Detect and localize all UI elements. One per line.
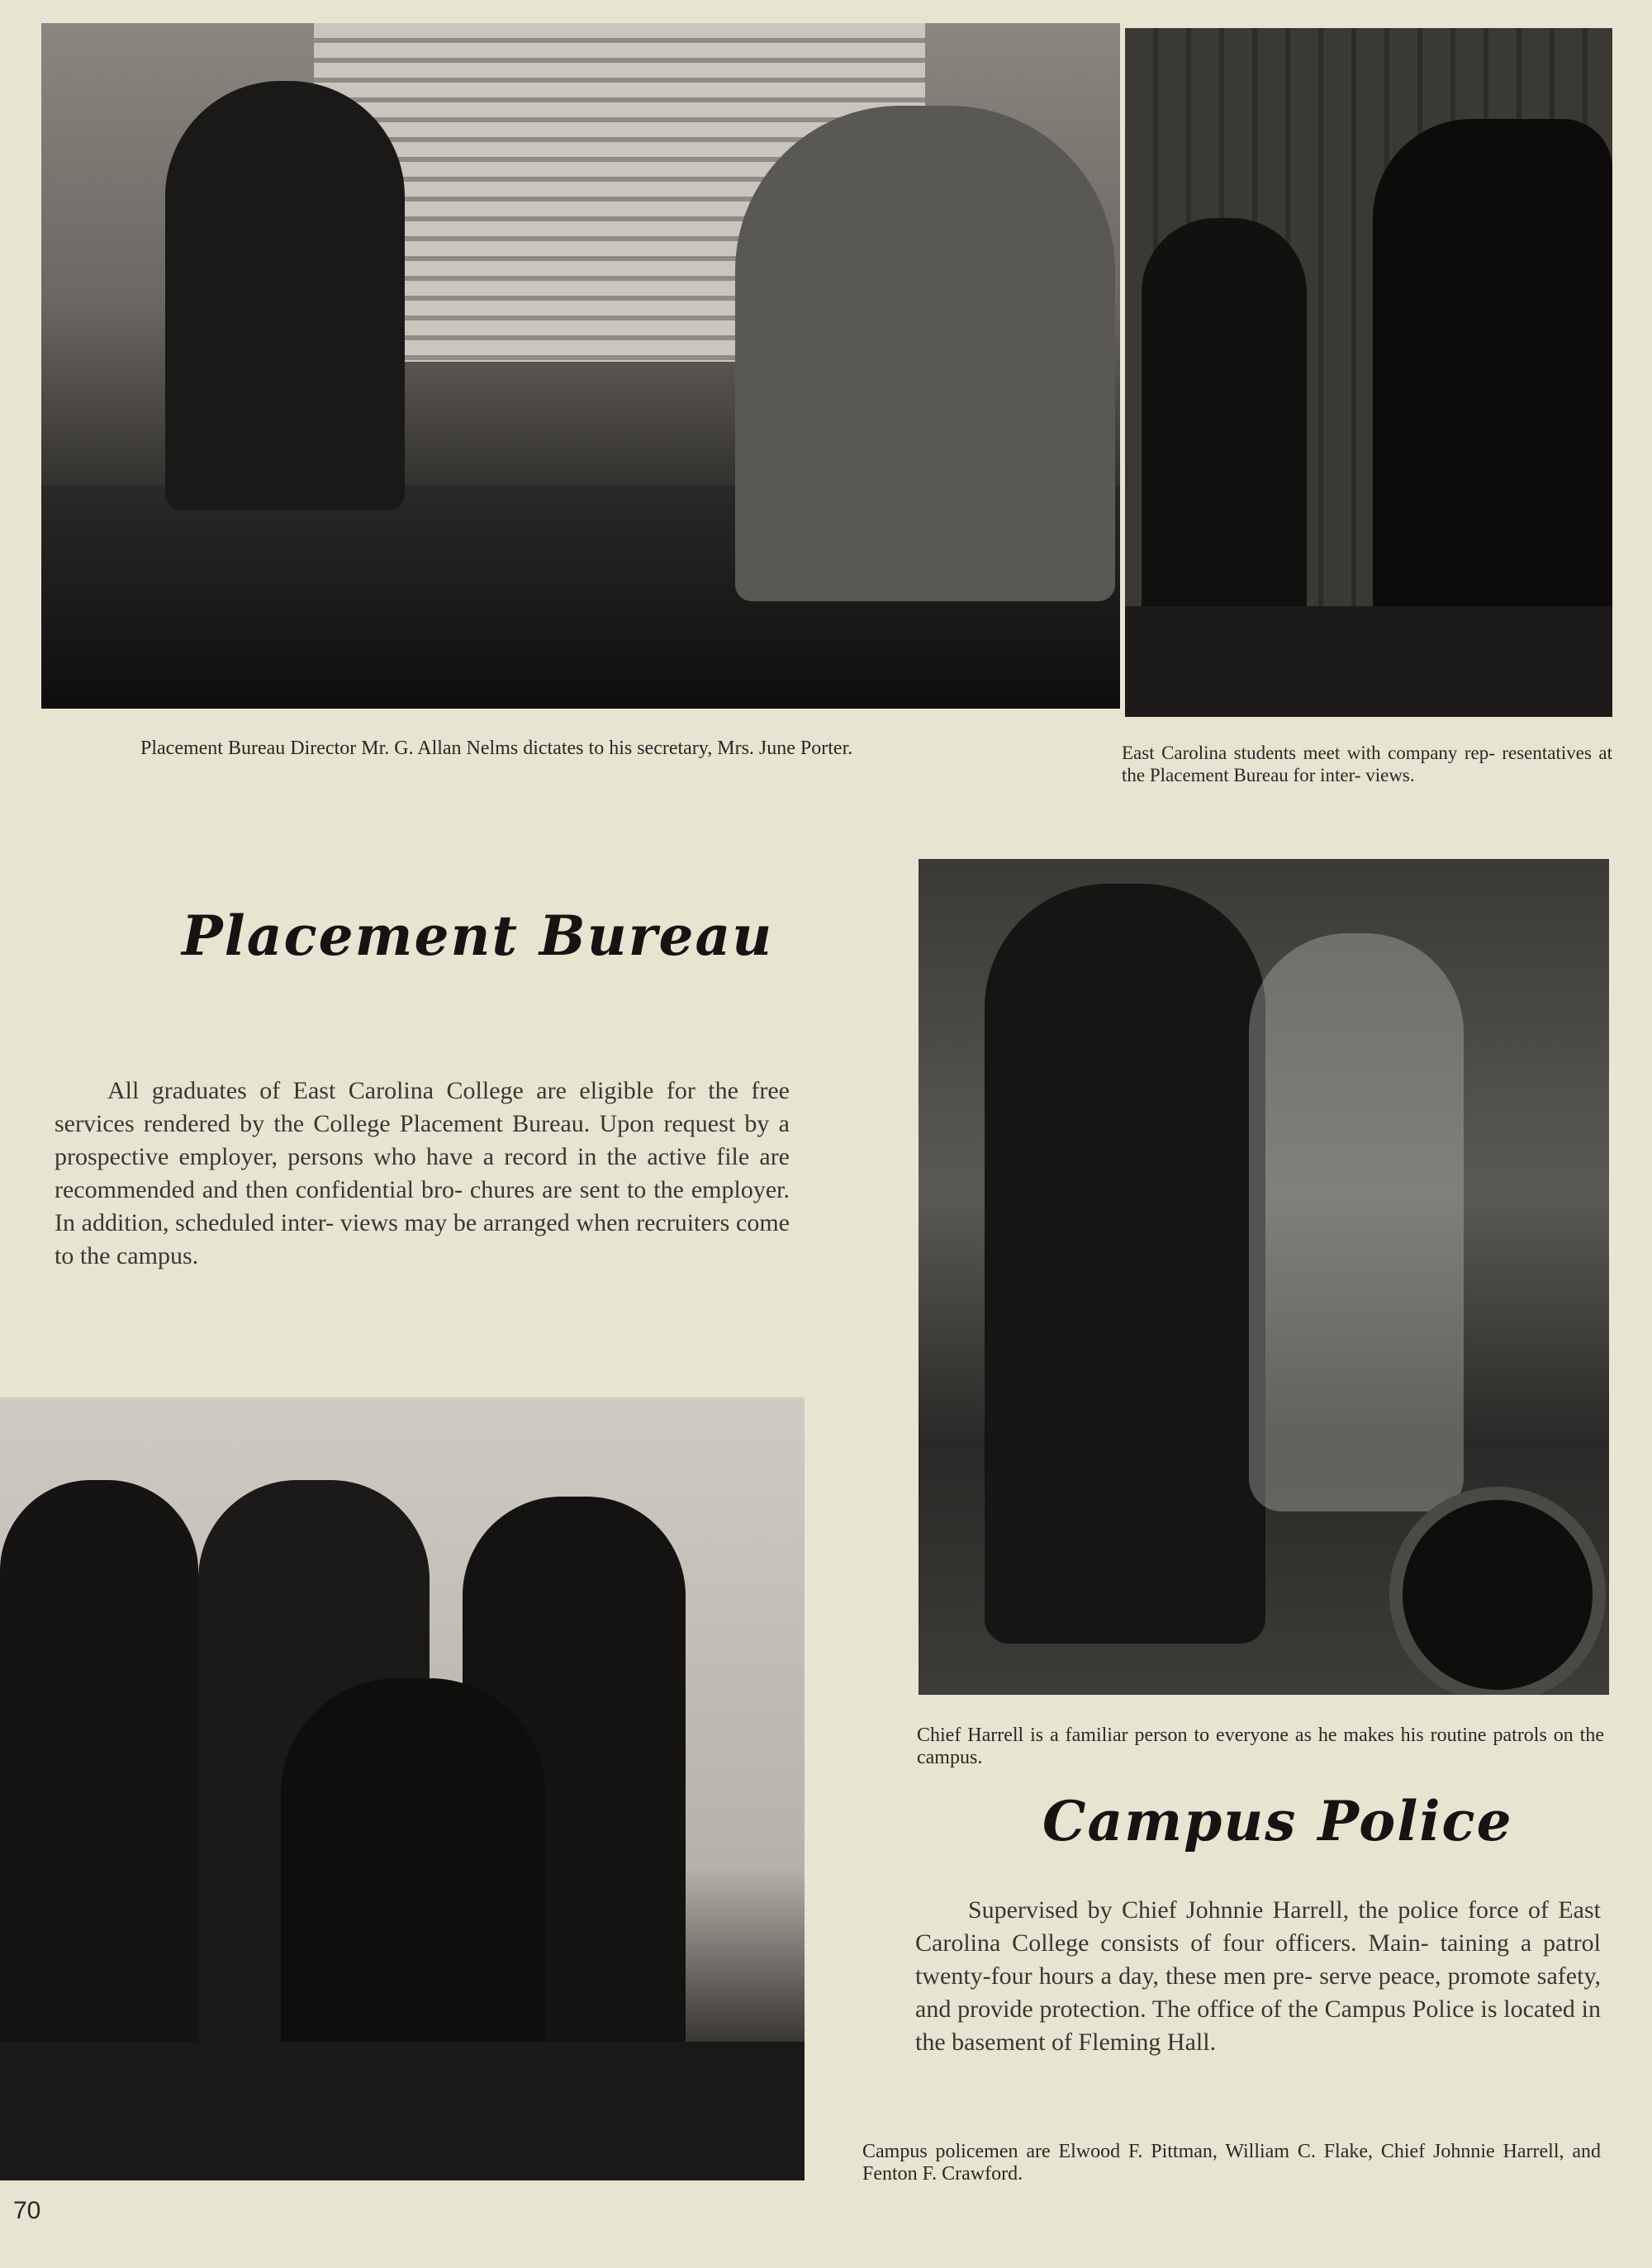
chief-seated	[281, 1678, 545, 2091]
chief-figure	[985, 884, 1265, 1644]
page-number: 70	[13, 2197, 41, 2224]
campus-police-heading: Campus Police	[1042, 1789, 1513, 1853]
caption-student-interviews: East Carolina students meet with company rep- resentatives at the Placement Bureau for inter- views.	[1122, 743, 1612, 785]
table	[1125, 606, 1612, 717]
officer-pittman	[0, 1480, 198, 2108]
desk-front	[0, 2042, 805, 2180]
caption-placement-director: Placement Bureau Director Mr. G. Allan Nelms dictates to his secretary, Mrs. June Porter.	[140, 738, 853, 759]
photo-campus-policemen	[0, 1397, 805, 2180]
secretary-figure	[165, 81, 405, 510]
director-figure	[735, 106, 1115, 601]
photo-placement-office	[41, 23, 1120, 709]
caption-chief-harrell: Chief Harrell is a familiar person to everyone as he makes his routine patrols on the campus.	[917, 1725, 1604, 1768]
motorcycle-wheel	[1389, 1487, 1606, 1695]
placement-bureau-body: All graduates of East Carolina College are eligible for the free services rendered by the College Placement Bureau. Upon request by a prospective employer, persons who have a record in the active file are recommended and then confidential bro- chures are sent to the employer. In addition, scheduled inter- views may be arranged when recruiters come to the campus.	[55, 1077, 790, 1269]
windshield	[1249, 933, 1464, 1511]
placement-bureau-heading: Placement Bureau	[182, 904, 774, 968]
caption-campus-policemen: Campus policemen are Elwood F. Pittman, William C. Flake, Chief Johnnie Harrell, and Fenton F. Crawford.	[862, 2141, 1601, 2185]
photo-student-interviews	[1125, 28, 1612, 717]
campus-police-body: Supervised by Chief Johnnie Harrell, the police force of East Carolina College consists of four officers. Main- taining a patrol twenty-four hours a day, these men pre- serve peace, promote safety, and provide protection. The office of the Campus Police is located in the basement of Fleming Hall.	[915, 1896, 1601, 2056]
photo-chief-harrell-motorcycle	[919, 859, 1609, 1695]
